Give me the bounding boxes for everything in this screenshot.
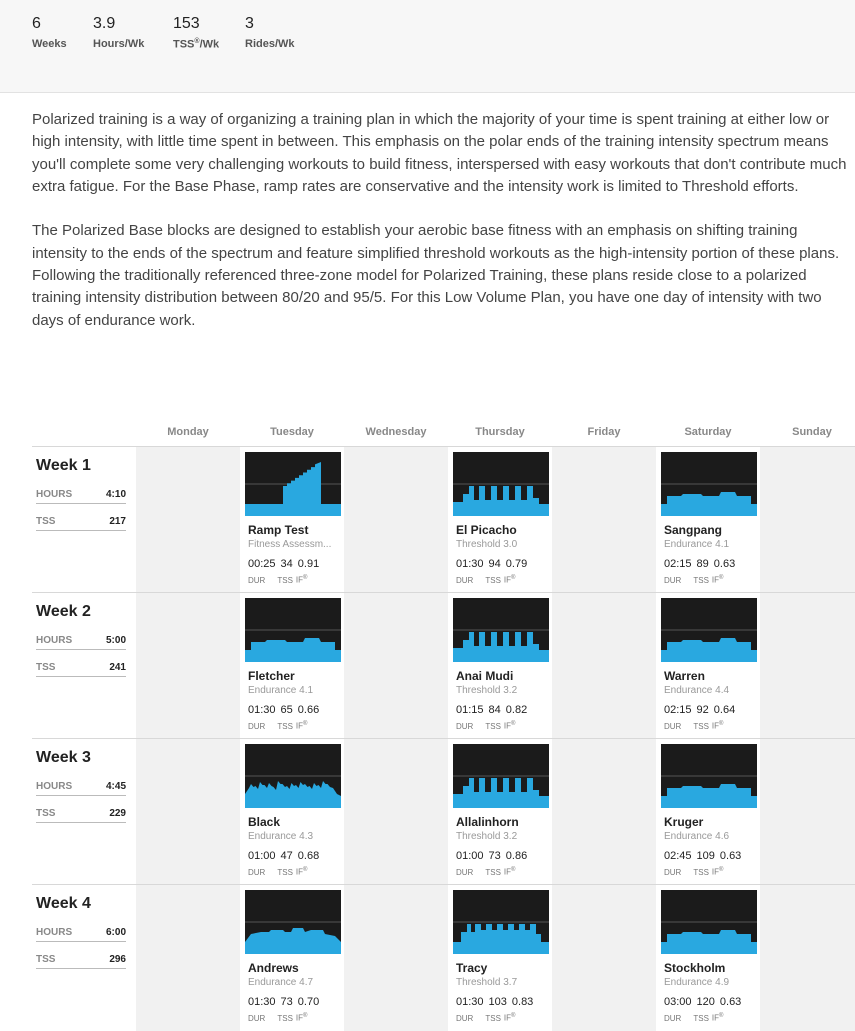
stat-label-suffix: /Wk <box>199 38 220 51</box>
workout-if: 0.66 <box>297 704 320 716</box>
tss-label: TSS <box>277 721 293 731</box>
workout-duration: 03:00 <box>664 996 692 1008</box>
power-profile-area <box>661 930 757 954</box>
workout-profile-graph <box>245 452 341 516</box>
stat-rides-per-week <box>245 14 295 50</box>
workout-duration: 02:15 <box>664 558 692 570</box>
workout-duration: 01:30 <box>456 558 484 570</box>
workout-card[interactable] <box>656 447 760 593</box>
tss-label: TSS <box>693 867 709 877</box>
registered-mark: ® <box>194 38 200 45</box>
stat-value: 3 <box>245 15 254 32</box>
workout-if: 0.82 <box>505 704 528 716</box>
workout-if: 0.68 <box>297 850 320 862</box>
stat-label-tss: TSS <box>173 38 195 51</box>
workout-category: Threshold 3.2 <box>456 831 518 842</box>
stat-hours-per-week <box>93 14 144 50</box>
if-label: IF <box>503 867 512 877</box>
workout-metrics <box>456 850 532 862</box>
workout-profile-graph <box>245 598 341 662</box>
day-header-thursday: Thursday <box>475 426 525 438</box>
week-tss-value: 241 <box>109 662 126 673</box>
workout-if: 0.63 <box>719 850 742 862</box>
registered-mark: ® <box>303 1013 308 1019</box>
dur-label: DUR <box>248 575 266 585</box>
workout-metrics <box>664 558 740 570</box>
workout-metric-labels <box>664 575 723 585</box>
week-hours-label: HOURS <box>36 635 73 646</box>
workout-metrics <box>664 996 746 1008</box>
workout-profile-graph <box>661 890 757 954</box>
workout-name: Kruger <box>664 815 704 829</box>
power-profile-area <box>453 632 549 662</box>
workout-metric-labels <box>664 867 723 877</box>
week-row <box>32 738 855 885</box>
workout-if: 0.63 <box>719 996 742 1008</box>
workout-tss: 92 <box>696 704 709 716</box>
workout-category: Endurance 4.7 <box>248 977 314 988</box>
workout-card[interactable] <box>240 593 344 739</box>
power-profile-area <box>661 492 757 516</box>
workout-duration: 02:15 <box>664 704 692 716</box>
week-title: Week 2 <box>36 603 91 620</box>
workout-profile-graph <box>245 744 341 808</box>
workout-profile-graph <box>453 598 549 662</box>
power-profile-area <box>245 928 341 954</box>
workout-metric-labels <box>664 721 723 731</box>
workout-profile-graph <box>661 744 757 808</box>
workout-metrics <box>664 850 746 862</box>
workout-metric-labels <box>664 1013 723 1023</box>
workout-card[interactable] <box>656 739 760 885</box>
week-hours-label: HOURS <box>36 489 73 500</box>
power-profile-area <box>245 781 341 808</box>
week-hours-label: HOURS <box>36 927 73 938</box>
workout-metric-labels <box>248 575 307 585</box>
registered-mark: ® <box>303 575 308 581</box>
day-header-saturday: Saturday <box>684 426 732 438</box>
workout-metrics <box>248 850 324 862</box>
workout-tss: 47 <box>280 850 293 862</box>
tss-label: TSS <box>485 721 501 731</box>
if-label: IF <box>503 575 512 585</box>
week-hours <box>36 485 126 504</box>
if-label: IF <box>503 721 512 731</box>
tss-label: TSS <box>277 1013 293 1023</box>
workout-tss: 73 <box>280 996 293 1008</box>
workout-metric-labels <box>248 867 307 877</box>
week-row <box>32 446 855 593</box>
power-profile-area <box>453 486 549 516</box>
stat-label: Weeks <box>32 38 67 50</box>
week-row <box>32 592 855 739</box>
workout-metric-labels <box>248 721 307 731</box>
if-label: IF <box>711 867 720 877</box>
day-header-monday: Monday <box>167 426 209 438</box>
tss-label: TSS <box>485 575 501 585</box>
if-label: IF <box>295 867 304 877</box>
workout-card[interactable] <box>448 447 552 593</box>
stat-value: 3.9 <box>93 15 116 32</box>
registered-mark: ® <box>511 721 516 727</box>
week-tss-label: TSS <box>36 516 56 527</box>
week-hours-value: 6:00 <box>105 927 126 938</box>
workout-metrics <box>456 704 532 716</box>
workout-category: Threshold 3.2 <box>456 685 518 696</box>
workout-metrics <box>248 996 324 1008</box>
week-title: Week 3 <box>36 749 91 766</box>
workout-name: Black <box>248 815 281 829</box>
workout-category: Endurance 4.3 <box>248 831 314 842</box>
dur-label: DUR <box>456 1013 474 1023</box>
workout-card[interactable] <box>656 593 760 739</box>
workout-name: Andrews <box>248 961 299 975</box>
description-paragraph-2: The Polarized Base blocks are designed to establish your aerobic base fitness with an emphasis on shifting training intensity to the ends of the spectrum and feature simplified threshold workouts as the high-intensity portion of these plans. Following the traditionally referenced three-zone model for Polarized Training, these plans reside close to a polarized training intensity distribution between 80/20 and 95/5. For this Low Volume Plan, you have one day of intensity with two days of endurance work. <box>32 222 840 329</box>
registered-mark: ® <box>719 575 724 581</box>
stat-label <box>173 38 219 51</box>
dur-label: DUR <box>456 575 474 585</box>
week-hours-label: HOURS <box>36 781 73 792</box>
week-row <box>32 884 855 1031</box>
workout-tss: 65 <box>280 704 293 716</box>
workout-metrics <box>248 704 324 716</box>
workout-tss: 89 <box>696 558 709 570</box>
dur-label: DUR <box>248 1013 266 1023</box>
week-tss <box>36 658 126 677</box>
tss-label: TSS <box>485 1013 501 1023</box>
workout-card[interactable] <box>240 739 344 885</box>
workout-category: Threshold 3.7 <box>456 977 518 988</box>
power-profile-area <box>661 784 757 808</box>
day-header-tuesday: Tuesday <box>270 426 314 438</box>
workout-name: Anai Mudi <box>456 669 514 683</box>
week-tss-value: 296 <box>109 954 126 965</box>
stat-weeks <box>32 14 67 50</box>
workout-if: 0.79 <box>505 558 528 570</box>
workout-card[interactable] <box>448 593 552 739</box>
day-header-friday: Friday <box>587 426 621 438</box>
workout-name: El Picacho <box>456 523 517 537</box>
registered-mark: ® <box>511 1013 516 1019</box>
workout-metrics <box>456 996 538 1008</box>
workout-duration: 00:25 <box>248 558 276 570</box>
workout-metric-labels <box>248 1013 307 1023</box>
workout-name: Fletcher <box>248 669 295 683</box>
week-tss-value: 217 <box>109 516 126 527</box>
workout-name: Sangpang <box>664 523 723 537</box>
registered-mark: ® <box>719 721 724 727</box>
power-profile-area <box>245 638 341 662</box>
stat-value: 153 <box>173 15 200 32</box>
workout-profile-graph <box>453 890 549 954</box>
stat-label: Rides/Wk <box>245 38 295 50</box>
week-hours <box>36 923 126 942</box>
workout-category: Endurance 4.1 <box>248 685 314 696</box>
workout-card[interactable] <box>240 885 344 1031</box>
week-tss <box>36 512 126 531</box>
workout-if: 0.70 <box>297 996 320 1008</box>
if-label: IF <box>295 575 304 585</box>
power-profile-area <box>245 462 341 516</box>
week-tss <box>36 950 126 969</box>
description-paragraph-1: Polarized training is a way of organizing a training plan in which the majority of your time is spent training at either low or high intensity, with little time spent in between. This emphasis on the polar ends of the training intensity spectrum means you'll complete some very challenging workouts to build fitness, interspersed with easy workouts that don't contribute much extra fatigue. For the Base Phase, ramp rates are conservative and the intensity work is limited to Threshold efforts. <box>32 111 847 195</box>
dur-label: DUR <box>248 721 266 731</box>
plan-stats-bar <box>0 0 855 93</box>
week-tss <box>36 804 126 823</box>
workout-name: Ramp Test <box>248 523 309 537</box>
workout-category: Threshold 3.0 <box>456 539 518 550</box>
tss-label: TSS <box>693 721 709 731</box>
workout-if: 0.64 <box>713 704 736 716</box>
workout-duration: 01:00 <box>456 850 484 862</box>
dur-label: DUR <box>664 1013 682 1023</box>
workout-tss: 84 <box>488 704 501 716</box>
workout-duration: 02:45 <box>664 850 692 862</box>
workout-name: Tracy <box>456 961 488 975</box>
registered-mark: ® <box>303 867 308 873</box>
if-label: IF <box>295 1013 304 1023</box>
tss-label: TSS <box>485 867 501 877</box>
workout-if: 0.86 <box>505 850 528 862</box>
workout-duration: 01:30 <box>248 704 276 716</box>
if-label: IF <box>295 721 304 731</box>
dur-label: DUR <box>664 575 682 585</box>
workout-metrics <box>248 558 324 570</box>
workout-tss: 73 <box>488 850 501 862</box>
registered-mark: ® <box>511 575 516 581</box>
workout-duration: 01:15 <box>456 704 484 716</box>
day-header-sunday: Sunday <box>792 426 832 438</box>
workout-duration: 01:00 <box>248 850 276 862</box>
week-tss-label: TSS <box>36 954 56 965</box>
workout-category: Endurance 4.4 <box>664 685 730 696</box>
power-profile-area <box>661 638 757 662</box>
plan-description <box>32 109 855 332</box>
week-title: Week 1 <box>36 457 91 474</box>
workout-metric-labels <box>456 867 515 877</box>
workout-metrics <box>456 558 532 570</box>
week-tss-value: 229 <box>109 808 126 819</box>
workout-profile-graph <box>661 598 757 662</box>
registered-mark: ® <box>303 721 308 727</box>
workout-duration: 01:30 <box>248 996 276 1008</box>
workout-category: Endurance 4.1 <box>664 539 730 550</box>
workout-tss: 94 <box>488 558 501 570</box>
week-title: Week 4 <box>36 895 91 912</box>
workout-card[interactable] <box>656 885 760 1031</box>
workout-profile-graph <box>453 452 549 516</box>
workout-if: 0.91 <box>297 558 320 570</box>
workout-metrics <box>664 704 740 716</box>
week-hours <box>36 777 126 796</box>
week-tss-label: TSS <box>36 662 56 673</box>
workout-card[interactable] <box>448 885 552 1031</box>
week-hours-value: 4:10 <box>105 489 126 500</box>
workout-tss: 109 <box>696 850 715 862</box>
if-label: IF <box>503 1013 512 1023</box>
workout-profile-graph <box>453 744 549 808</box>
power-profile-area <box>453 924 549 954</box>
workout-category: Endurance 4.6 <box>664 831 730 842</box>
stat-label: Hours/Wk <box>93 38 145 50</box>
workout-tss: 103 <box>488 996 507 1008</box>
workout-if: 0.63 <box>713 558 736 570</box>
workout-name: Warren <box>664 669 705 683</box>
workout-card[interactable] <box>448 739 552 885</box>
week-hours-value: 4:45 <box>105 781 126 792</box>
if-label: IF <box>711 575 720 585</box>
workout-profile-graph <box>245 890 341 954</box>
tss-label: TSS <box>693 575 709 585</box>
registered-mark: ® <box>511 867 516 873</box>
dur-label: DUR <box>456 721 474 731</box>
tss-label: TSS <box>277 867 293 877</box>
dur-label: DUR <box>664 721 682 731</box>
workout-card[interactable] <box>240 447 344 593</box>
workout-name: Allalinhorn <box>456 815 519 829</box>
dur-label: DUR <box>248 867 266 877</box>
if-label: IF <box>711 1013 720 1023</box>
week-tss-label: TSS <box>36 808 56 819</box>
workout-category: Fitness Assessm... <box>248 539 332 550</box>
workout-metric-labels <box>456 1013 515 1023</box>
workout-category: Endurance 4.9 <box>664 977 730 988</box>
tss-label: TSS <box>277 575 293 585</box>
week-hours-value: 5:00 <box>105 635 126 646</box>
workout-if: 0.83 <box>511 996 534 1008</box>
workout-tss: 34 <box>280 558 293 570</box>
registered-mark: ® <box>719 1013 724 1019</box>
dur-label: DUR <box>664 867 682 877</box>
registered-mark: ® <box>719 867 724 873</box>
workout-name: Stockholm <box>664 961 726 975</box>
power-profile-area <box>453 778 549 808</box>
week-hours <box>36 631 126 650</box>
tss-label: TSS <box>693 1013 709 1023</box>
day-header-wednesday: Wednesday <box>365 426 427 438</box>
workout-profile-graph <box>661 452 757 516</box>
dur-label: DUR <box>456 867 474 877</box>
if-label: IF <box>711 721 720 731</box>
workout-metric-labels <box>456 575 515 585</box>
workout-metric-labels <box>456 721 515 731</box>
workout-tss: 120 <box>696 996 715 1008</box>
workout-duration: 01:30 <box>456 996 484 1008</box>
stat-value: 6 <box>32 15 41 32</box>
stat-tss-per-week <box>173 14 219 51</box>
